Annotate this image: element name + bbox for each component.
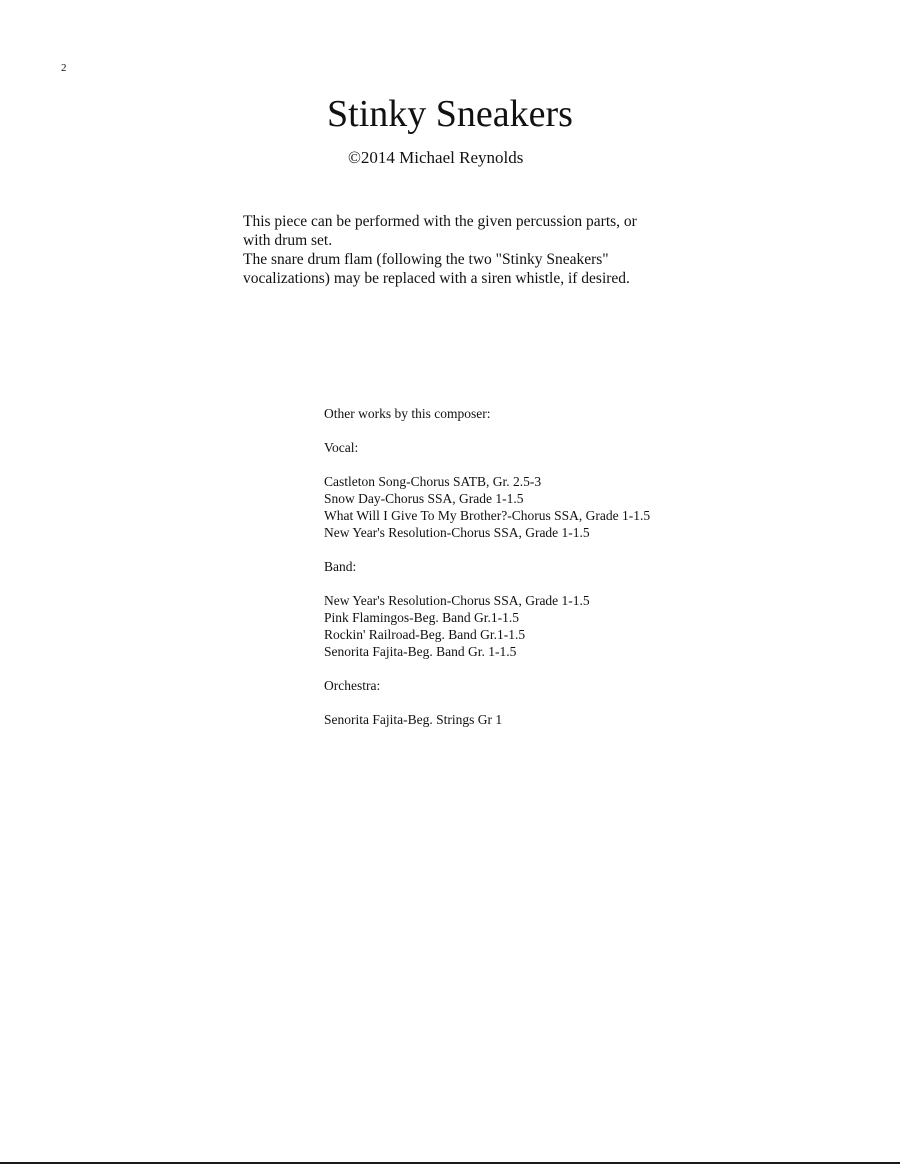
section-label-orchestra: Orchestra: [324,678,381,693]
page-number: 2 [61,62,67,74]
performance-notes [243,212,703,288]
work-item: Rockin' Railroad-Beg. Band Gr.1-1.5 [324,627,526,642]
copyright-notice: ©2014 Michael Reynolds [348,148,524,167]
work-item: New Year's Resolution-Chorus SSA, Grade 1-1.5 [324,593,590,608]
page-title: Stinky Sneakers [327,93,573,135]
performance-note-line: vocalizations) may be replaced with a siren whistle, if desired. [243,270,630,287]
work-item: Snow Day-Chorus SSA, Grade 1-1.5 [324,491,524,506]
work-item: Pink Flamingos-Beg. Band Gr.1-1.5 [324,610,519,625]
work-item: New Year's Resolution-Chorus SSA, Grade 1-1.5 [324,525,590,540]
work-item: Senorita Fajita-Beg. Band Gr. 1-1.5 [324,644,517,659]
work-item: What Will I Give To My Brother?-Chorus SSA, Grade 1-1.5 [324,508,651,523]
work-item: Senorita Fajita-Beg. Strings Gr 1 [324,712,503,727]
other-works-heading: Other works by this composer: [324,406,491,421]
performance-note-line: with drum set. [243,232,333,249]
performance-note-line: The snare drum flam (following the two "Stinky Sneakers" [243,251,609,268]
section-label-vocal: Vocal: [324,440,359,455]
work-item: Castleton Song-Chorus SATB, Gr. 2.5-3 [324,474,542,489]
section-label-band: Band: [324,559,357,574]
other-works-list [324,405,744,728]
performance-note-line: This piece can be performed with the given percussion parts, or [243,213,637,230]
